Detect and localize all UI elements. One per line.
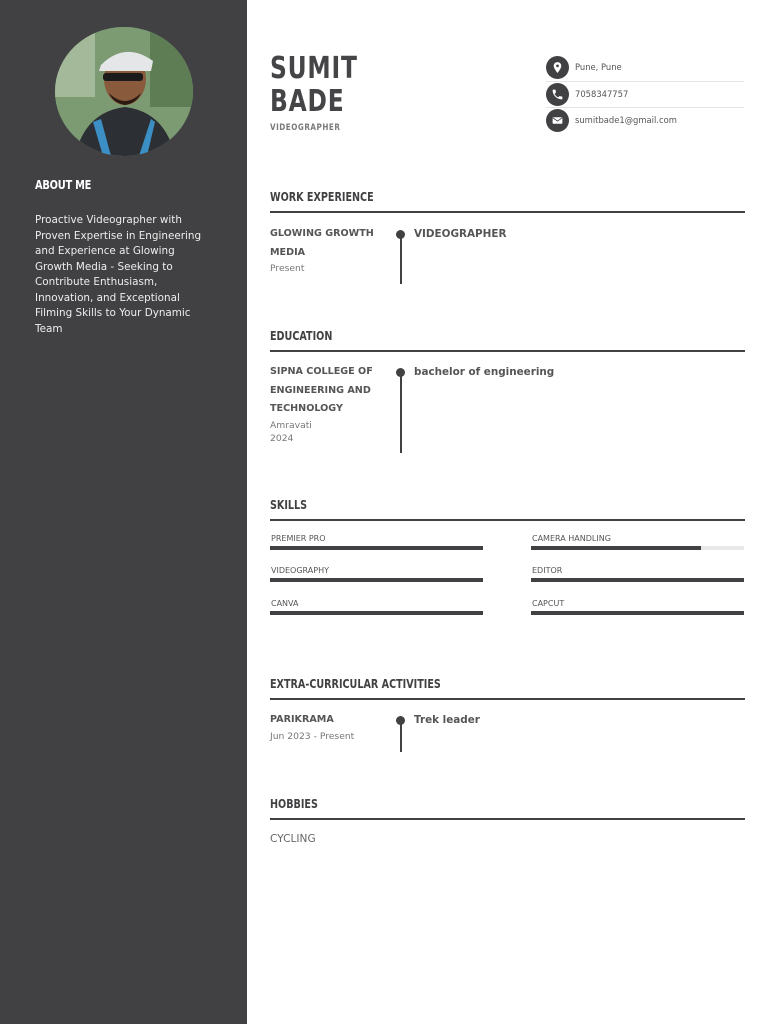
skill-label: EDITOR (532, 566, 563, 575)
skill-bar-track (531, 546, 744, 550)
skill-bar-fill (531, 611, 744, 615)
last-name: BADE (270, 84, 345, 119)
location-pin-icon (546, 56, 569, 79)
skill-item (531, 566, 744, 582)
education-divider (270, 350, 745, 352)
contact-phone-text[interactable]: 7058347757 (575, 88, 629, 99)
avatar (55, 27, 193, 156)
work-experience-title: WORK EXPERIENCE (270, 190, 374, 204)
education-entry-org (270, 363, 385, 445)
work-position: VIDEOGRAPHER (414, 228, 507, 240)
first-name: SUMIT (270, 51, 358, 86)
hobbies-title: HOBBIES (270, 797, 318, 811)
education-timeline-line (400, 374, 402, 453)
skill-item (531, 599, 744, 615)
activity-org: PARIKRAMA (270, 714, 334, 725)
skill-item (531, 534, 744, 550)
skill-item (270, 599, 483, 615)
contact-email (546, 108, 744, 135)
education-year: 2024 (270, 432, 294, 444)
skill-label: VIDEOGRAPHY (271, 566, 329, 575)
skill-bar-fill (270, 578, 483, 582)
work-org-line1: GLOWING GROWTH (270, 228, 374, 239)
skills-divider (270, 519, 745, 521)
contact-location-text: Pune, Pune (575, 62, 622, 72)
skill-bar-track (270, 546, 483, 550)
skill-label: CAPCUT (532, 599, 565, 608)
education-org-line3: TECHNOLOGY (270, 403, 343, 414)
education-degree: bachelor of engineering (414, 366, 555, 378)
skill-item (270, 534, 483, 550)
contact-email-text[interactable]: sumitbade1@gmail.com (575, 115, 677, 125)
work-timeline-line (400, 236, 402, 284)
work-period: Present (270, 263, 305, 274)
skill-item (270, 566, 483, 582)
skills-title: SKILLS (270, 498, 308, 512)
education-org-line1: SIPNA COLLEGE OF (270, 366, 373, 377)
about-me-text: Proactive Videographer with Proven Expertise in Engineering and Experience at Glowing Growth Media - Seeking to Contribute Enthusiasm, Innovation, and Exceptional Filming Skills to Your Dynamic Team (35, 214, 202, 335)
activity-period: Jun 2023 - Present (270, 730, 355, 742)
education-title: EDUCATION (270, 329, 333, 343)
skill-bar-fill (531, 578, 744, 582)
job-title: VIDEOGRAPHER (270, 123, 341, 133)
activity-entry-org (270, 711, 385, 743)
contact-location (546, 55, 744, 82)
activity-role: Trek leader (414, 714, 480, 726)
skill-bar-fill (531, 546, 701, 550)
contact-phone (546, 82, 744, 109)
skill-bar-track (531, 611, 744, 615)
candidate-name (270, 52, 358, 118)
work-experience-divider (270, 211, 745, 213)
skill-bar-fill (270, 611, 483, 615)
work-org-line2: MEDIA (270, 246, 306, 258)
hobby-item: CYCLING (270, 833, 316, 845)
mail-icon (546, 109, 569, 132)
hobbies-divider (270, 818, 745, 820)
skill-bar-track (270, 578, 483, 582)
activities-divider (270, 698, 745, 700)
skill-bar-track (531, 578, 744, 582)
work-entry-org (270, 225, 385, 275)
skill-label: PREMIER PRO (271, 534, 326, 543)
about-me-title: ABOUT ME (35, 178, 92, 192)
education-location: Amravati (270, 419, 312, 431)
phone-icon (546, 83, 569, 106)
skill-bar-track (270, 611, 483, 615)
sidebar (0, 0, 247, 1024)
skill-label: CANVA (271, 599, 299, 608)
education-org-line2: ENGINEERING AND (270, 384, 371, 396)
activity-timeline-line (400, 722, 402, 752)
skill-bar-fill (270, 546, 483, 550)
contact-list (546, 55, 744, 135)
activities-title: EXTRA-CURRICULAR ACTIVITIES (270, 677, 441, 691)
skill-label: CAMERA HANDLING (532, 534, 611, 543)
